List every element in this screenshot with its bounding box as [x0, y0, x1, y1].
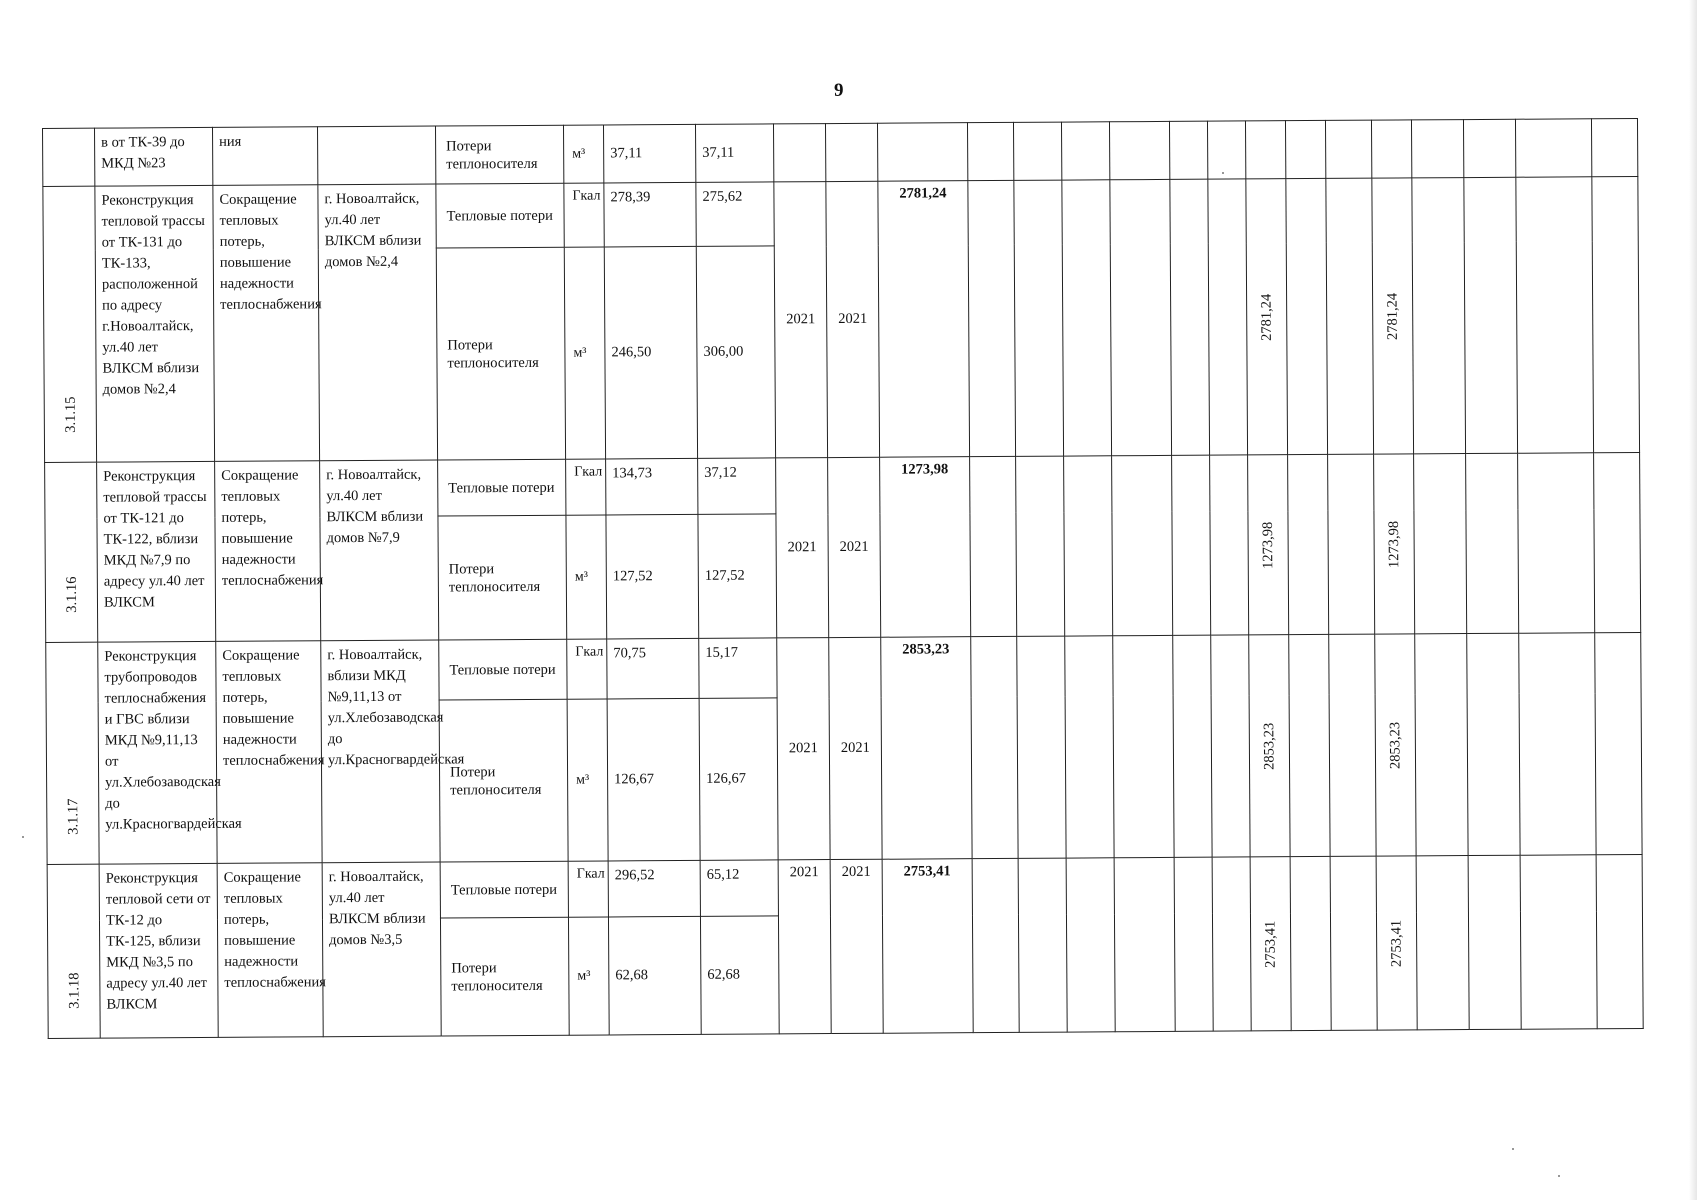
param-after: 37,11 — [695, 124, 773, 182]
empty-cell — [1515, 119, 1591, 177]
project-goal: ния — [212, 127, 317, 186]
empty-cell — [1064, 456, 1113, 636]
empty-cell — [1114, 857, 1175, 1031]
empty-cell — [1016, 456, 1065, 636]
param-before: 127,52 — [606, 514, 699, 639]
empty-cell — [1463, 119, 1515, 177]
empty-cell — [1211, 635, 1250, 857]
param-before: 246,50 — [604, 246, 697, 459]
row-number: 3.1.15 — [62, 396, 79, 433]
year-start: 2021 — [774, 182, 828, 458]
param-unit: Гкал — [567, 639, 607, 699]
param-unit: Гкал — [568, 861, 608, 917]
param-label: Тепловые потери — [438, 459, 566, 516]
empty-cell — [1174, 857, 1213, 1031]
project-goal: Сокращение тепловых потерь, повышение надежности теплоснабжения — [213, 185, 320, 462]
empty-cell — [1065, 636, 1114, 858]
table-row — [47, 854, 1642, 920]
empty-cell — [1014, 180, 1064, 456]
year-end: 2021 — [826, 181, 880, 457]
empty-cell — [1466, 453, 1519, 633]
investment-program-table — [42, 118, 1644, 1039]
param-unit: м³ — [567, 699, 608, 861]
param-after: 15,17 — [699, 638, 777, 698]
project-name: в от ТК-39 до МКД №23 — [95, 127, 213, 186]
param-label: Тепловые потери — [440, 861, 568, 918]
param-unit: м³ — [564, 247, 605, 459]
row-number: 3.1.18 — [65, 972, 83, 1009]
row-number — [43, 128, 95, 186]
param-label: Тепловые потери — [439, 639, 567, 700]
empty-cell — [1464, 177, 1518, 453]
year-end — [825, 123, 877, 181]
project-address: г. Новоалтайск, ул.40 лет ВЛКСМ вблизи домов №7,9 — [320, 460, 439, 641]
empty-cell — [971, 636, 1018, 858]
project-address: г. Новоалтайск, вблизи МКД №9,11,13 от ул.Хлебозаводская до ул.Красногвардейская — [321, 640, 440, 863]
project-name: Реконструкция трубопроводов теплоснабжения и ГВС вблизи МКД №9,11,13 от ул.Хлебозаводская до ул.Красногвардейская — [98, 641, 217, 864]
value-cell — [1374, 454, 1415, 634]
year-end: 2021 — [829, 637, 882, 859]
empty-cell — [1591, 118, 1637, 176]
table-row — [46, 632, 1641, 702]
row-number-cell — [43, 186, 97, 462]
scan-speck — [1222, 172, 1224, 174]
param-unit: м³ — [566, 515, 607, 639]
empty-cell — [1018, 858, 1067, 1032]
empty-cell — [1173, 635, 1212, 857]
param-after: 126,67 — [699, 698, 778, 860]
empty-cell — [1328, 454, 1375, 634]
year-start: 2021 — [778, 860, 831, 1034]
row-number: 3.1.17 — [64, 798, 81, 835]
table-row — [45, 452, 1640, 518]
empty-cell — [1212, 857, 1251, 1031]
empty-cell — [970, 456, 1017, 636]
empty-cell — [1113, 635, 1174, 857]
total-cost — [877, 123, 967, 182]
empty-cell — [1371, 120, 1411, 178]
empty-cell — [1110, 179, 1172, 455]
scan-speck — [1558, 1175, 1560, 1177]
empty-cell — [1062, 180, 1112, 456]
cost-value: 2781,24 — [1258, 293, 1275, 341]
empty-cell — [1290, 856, 1331, 1030]
value-cell — [1250, 857, 1291, 1031]
param-after: 306,00 — [696, 246, 775, 458]
empty-cell — [1210, 455, 1249, 635]
empty-cell — [1170, 179, 1210, 455]
empty-cell — [1414, 454, 1467, 634]
year-start — [773, 124, 825, 182]
param-after: 275,62 — [696, 182, 774, 246]
total-cost: 2781,24 — [878, 181, 970, 458]
param-label: Потери теплоносителя — [435, 125, 563, 184]
project-name: Реконструкция тепловой трассы от ТК-131 до ТК-133, расположенной по адресу г.Новоалтайск, ул.40 лет ВЛКСМ вблизи домов №2,4 — [95, 185, 215, 462]
row-number: 3.1.16 — [63, 576, 80, 613]
param-after: 65,12 — [700, 860, 778, 916]
param-unit: м³ — [563, 125, 603, 183]
total-cost: 2853,23 — [881, 637, 972, 860]
param-before: 62,68 — [608, 916, 701, 1035]
empty-cell — [1595, 632, 1642, 854]
empty-cell — [1109, 121, 1169, 179]
empty-cell — [1326, 178, 1374, 454]
value-cell — [1249, 635, 1290, 857]
param-unit: м³ — [568, 917, 609, 1035]
param-after: 62,68 — [700, 916, 779, 1034]
empty-cell — [1207, 121, 1245, 179]
param-label: Тепловые потери — [436, 183, 564, 248]
year-start: 2021 — [777, 638, 830, 860]
param-after: 127,52 — [698, 514, 777, 638]
empty-cell — [1112, 455, 1173, 635]
project-goal: Сокращение тепловых потерь, повышение надежности теплоснабжения — [215, 461, 321, 642]
empty-cell — [1518, 453, 1595, 633]
value-cell — [1246, 179, 1288, 455]
empty-cell — [1289, 634, 1330, 856]
project-goal: Сокращение тепловых потерь, повышение надежности теплоснабжения — [216, 641, 322, 864]
year-start: 2021 — [776, 458, 829, 638]
project-name: Реконструкция тепловой трассы от ТК-121 до ТК-122, вблизи МКД №7,9 по адресу ул.40 лет ВЛКСМ — [97, 461, 216, 642]
empty-cell — [1245, 121, 1285, 179]
empty-cell — [967, 122, 1013, 180]
empty-cell — [1467, 633, 1520, 855]
empty-cell — [972, 858, 1019, 1032]
row-number-cell — [46, 642, 99, 864]
total-cost: 1273,98 — [880, 457, 971, 638]
cost-value: 1273,98 — [1259, 521, 1276, 569]
param-before: 37,11 — [603, 124, 695, 183]
page-number: 9 — [834, 80, 844, 101]
empty-cell — [1286, 178, 1328, 454]
param-before: 278,39 — [604, 182, 696, 247]
cost-value: 2853,23 — [1386, 721, 1404, 769]
empty-cell — [1169, 121, 1207, 179]
empty-cell — [968, 180, 1016, 456]
row-number-cell — [47, 864, 100, 1038]
empty-cell — [1329, 634, 1376, 856]
scan-edge-shadow — [1689, 0, 1697, 1200]
param-unit: Гкал — [564, 183, 604, 247]
scan-speck — [1512, 1148, 1514, 1150]
table-row — [43, 118, 1638, 186]
empty-cell — [1330, 856, 1377, 1030]
param-before: 296,52 — [608, 860, 700, 917]
year-end: 2021 — [828, 457, 881, 637]
project-name: Реконструкция тепловой сети от ТК-12 до ТК-125, вблизи МКД №3,5 по адресу ул.40 лет ВЛКСМ — [99, 863, 218, 1038]
empty-cell — [1468, 855, 1521, 1029]
empty-cell — [1592, 176, 1640, 452]
project-address: г. Новоалтайск, ул.40 лет ВЛКСМ вблизи домов №3,5 — [322, 862, 441, 1037]
param-before: 70,75 — [607, 638, 699, 699]
empty-cell — [1520, 855, 1597, 1029]
project-address: г. Новоалтайск, ул.40 лет ВЛКСМ вблизи домов №2,4 — [318, 184, 438, 461]
empty-cell — [1412, 178, 1466, 454]
empty-cell — [1061, 122, 1109, 180]
empty-cell — [1596, 854, 1643, 1028]
year-end: 2021 — [830, 859, 883, 1033]
cost-value: 1273,98 — [1385, 520, 1402, 568]
empty-cell — [1516, 177, 1594, 453]
table-wrapper — [42, 118, 1643, 1039]
param-before: 126,67 — [607, 698, 700, 861]
empty-cell — [1017, 636, 1066, 858]
empty-cell — [1172, 455, 1211, 635]
value-cell — [1372, 178, 1414, 454]
param-unit: Гкал — [566, 459, 606, 515]
param-label: Потери теплоносителя — [440, 917, 569, 1036]
param-label: Потери теплоносителя — [438, 515, 567, 640]
total-cost: 2753,41 — [882, 859, 973, 1034]
empty-cell — [1325, 120, 1371, 178]
empty-cell — [1013, 122, 1061, 180]
cost-value: 2781,24 — [1384, 292, 1401, 340]
value-cell — [1376, 856, 1417, 1030]
table-row — [43, 176, 1638, 250]
param-before: 134,73 — [606, 458, 698, 515]
empty-cell — [1594, 452, 1641, 632]
empty-cell — [1519, 633, 1596, 855]
row-number-cell — [45, 462, 98, 642]
scan-speck — [22, 836, 24, 838]
empty-cell — [1208, 179, 1248, 455]
empty-cell — [1285, 120, 1325, 178]
project-address — [317, 126, 435, 185]
empty-cell — [1416, 856, 1469, 1030]
project-goal: Сокращение тепловых потерь, повышение надежности теплоснабжения — [217, 863, 323, 1038]
param-label: Потери теплоносителя — [436, 247, 565, 460]
value-cell — [1248, 455, 1289, 635]
empty-cell — [1288, 454, 1329, 634]
cost-value: 2753,41 — [1262, 920, 1279, 968]
param-label: Потери теплоносителя — [439, 699, 568, 862]
cost-value: 2853,23 — [1260, 722, 1278, 770]
cost-value: 2753,41 — [1387, 919, 1405, 967]
empty-cell — [1411, 120, 1463, 178]
empty-cell — [1415, 634, 1468, 856]
value-cell — [1375, 634, 1416, 856]
empty-cell — [1066, 858, 1115, 1032]
param-after: 37,12 — [698, 458, 776, 514]
